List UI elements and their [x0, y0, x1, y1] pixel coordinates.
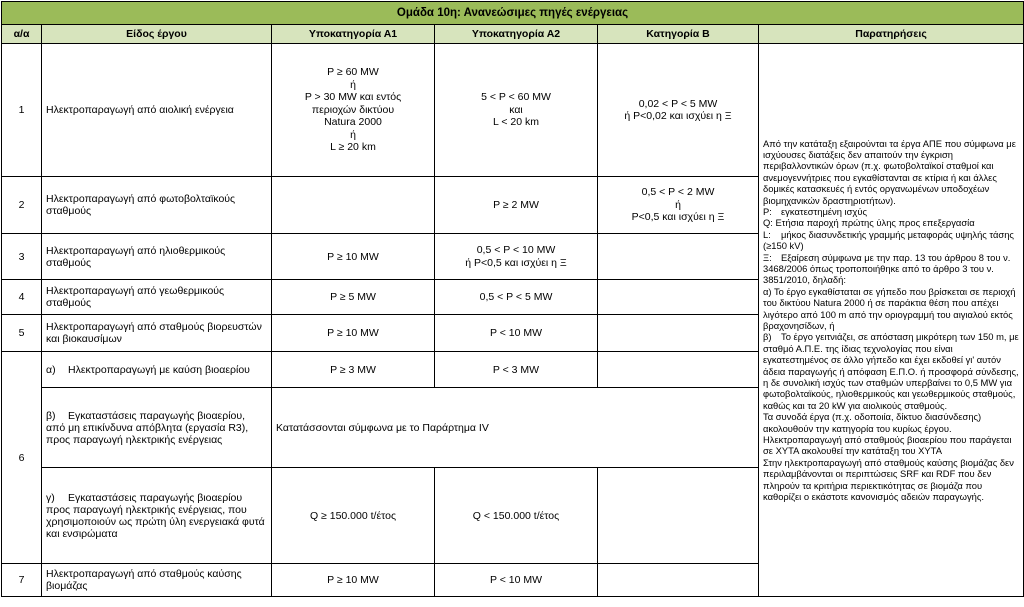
row-number: 1 [2, 44, 42, 177]
merged-classification: Κατατάσσονται σύμφωνα με το Παράρτημα IV [272, 388, 759, 468]
row-type: Ηλεκτροπαραγωγή από σταθμούς βιορευστών και βιοκαυσίμων [42, 315, 272, 352]
value-line: L < 20 km [492, 116, 539, 129]
row-b [598, 352, 759, 388]
row-number: 4 [2, 280, 42, 315]
header-a1: Υποκατηγορία Α1 [272, 25, 435, 44]
row-b [598, 44, 759, 177]
value-line: Natura 2000 [324, 116, 382, 129]
row-number: 7 [2, 564, 42, 597]
value-line: 5 < P < 60 MW [481, 91, 551, 104]
note-x [763, 252, 1019, 286]
note-key: Q: [763, 217, 773, 229]
value-line: ή [675, 198, 681, 211]
row-a1: P ≥ 3 MW [272, 352, 435, 388]
note-def: Ετήσια παροχή πρώτης ύλης προς επεξεργασία [775, 217, 975, 229]
row-a1 [272, 177, 435, 234]
note-p [763, 206, 1019, 217]
notes-cell [759, 44, 1024, 597]
row-a1: P ≥ 10 MW [272, 564, 435, 597]
row-b [598, 564, 759, 597]
row-type [42, 468, 272, 564]
header-b: Κατηγορία Β [598, 25, 759, 44]
row-a2 [435, 44, 598, 177]
row-b [598, 468, 759, 564]
value-line: ή P<0,5 και ισχύει η Ξ [465, 256, 567, 269]
row-type: Ηλεκτροπαραγωγή από αιολική ενέργεια [42, 44, 272, 177]
value-line: ή [350, 128, 356, 141]
value-line: ή [350, 78, 356, 91]
row-a2: 0,5 < P < 5 MW [435, 280, 598, 315]
row-a2: P < 10 MW [435, 564, 598, 597]
note-biomass: Στην ηλεκτροπαραγωγή από σταθμούς καύσης βιομάζας δεν περιλαμβάνονται οι περιπτώσεις SRF και RDF που δεν πληρούν τα κριτήρια περιεκτικότητας σε βιομάζα που καθορίζει ο εκάστοτε κανονισμός αδειών παραγωγής. [763, 456, 1014, 503]
value-line: L ≥ 20 km [330, 141, 376, 154]
note-def: Εξαίρεση σύμφωνα με την παρ. 13 του άρθρου 8 του ν. 3468/2006 όπως τροποποιήθηκε από το άρθρο 3 του ν. 3851/2010, δηλαδή: [763, 251, 1011, 286]
row-b [598, 177, 759, 234]
row-type [42, 352, 272, 388]
sub-type: Εγκαταστάσεις παραγωγής βιοαερίου προς παραγωγή ηλεκτρικής ενέργειας, που χρησιμοποιούν ως πρώτη ύλη ενεργειακά φυτά και ενσιρώματα [46, 491, 265, 540]
sub-letter: α) [46, 363, 56, 376]
note-a: α) Το έργο εγκαθίσταται σε γήπεδο που βρίσκεται σε περιοχή του δικτύου Natura 2000 ή σε παράκτια θέση που απέχει λιγότερο από 100 m από την οριογραμμή του αιγιαλού εκτός βραχονησίδων, ή [763, 285, 1016, 331]
row-b [598, 280, 759, 315]
value-line: περιοχών δικτύου [311, 103, 395, 116]
row-b [598, 315, 759, 352]
row-b [598, 234, 759, 280]
header-a2: Υποκατηγορία Α2 [435, 25, 598, 44]
document-page [1, 1, 1023, 605]
row-type: Ηλεκτροπαραγωγή από φωτοβολταϊκούς σταθμούς [42, 177, 272, 234]
value-line: 0,5 < P < 2 MW [641, 186, 715, 199]
note-l [763, 229, 1019, 252]
row-a2: P < 3 MW [435, 352, 598, 388]
row-number: 3 [2, 234, 42, 280]
value-line: ή P<0,02 και ισχύει η Ξ [624, 110, 732, 122]
sub-type: Εγκαταστάσεις παραγωγής βιοαερίου, από μη επικίνδυνα απόβλητα (εργασία R3), προς παραγωγή ηλεκτρικής ενέργειας [46, 409, 249, 446]
row-a1: P ≥ 5 MW [272, 280, 435, 315]
note-def: Το έργο γειτνιάζει, σε απόσταση μικρότερη των 150 m, με σταθμό Α.Π.Ε. της ίδιας τεχνολογίας που είναι εγκατεστημένος σε άλλο γήπεδο και έχει εκδοθεί γι' αυτόν άδεια παραγωγής ή απόφαση Ε.Π.Ο. ή προσφορά σύνδεσης, η δε συνολική ισχύς των σταθμών υπερβαίνει το 0,5 MW για φωτοβολταϊκούς, ηλιοθερμικούς και γεωθερμικούς σταθμούς, καθώς και τα 20 kW για αιολικούς σταθμούς. [763, 331, 1019, 411]
note-intro: Από την κατάταξη εξαιρούνται τα έργα ΑΠΕ που σύμφωνα με ισχύουσες διατάξεις δεν απαιτούν την έγκριση περιβαλλοντικών όρων (π.χ. φωτοβολταϊκοί σταθμοί και ανεμογεννήτριες που εγκαθίστανται σε κτίρια ή και άλλες δομικές κατασκευές ή εντός οργανωμένων υποδοχέων βιομηχανικών δραστηριοτήτων). [763, 137, 1016, 206]
sub-type: Ηλεκτροπαραγωγή με καύση βιοαερίου [68, 363, 250, 376]
header-num: α/α [2, 25, 42, 44]
row-type [42, 388, 272, 468]
row-type: Ηλεκτροπαραγωγή από ηλιοθερμικούς σταθμούς [42, 234, 272, 280]
value-line: P ≥ 60 MW [327, 66, 379, 79]
row-a2 [435, 234, 598, 280]
value-line: 0,02 < P < 5 MW [638, 97, 718, 110]
note-def: εγκατεστημένη ισχύς [781, 205, 867, 217]
note-b [763, 331, 1019, 411]
row-number: 2 [2, 177, 42, 234]
value-line: P<0,5 και ισχύει η Ξ [631, 211, 725, 224]
note-accompanying: Τα συνοδά έργα (π.χ. οδοποιία, δίκτυο διασύνδεσης) ακολουθούν την κατηγορία του κυρίως έργου. [763, 411, 982, 434]
row-a2: Q < 150.000 t/έτος [435, 468, 598, 564]
row-a1: P ≥ 10 MW [272, 315, 435, 352]
note-xyta: Ηλεκτροπαραγωγή από σταθμούς βιοαερίου που παράγεται σε ΧΥΤΑ ακολουθεί την κατάταξη του ΧΥΤΑ [763, 434, 1012, 457]
row-a2: P < 10 MW [435, 315, 598, 352]
note-key: Ξ: [763, 251, 772, 263]
row-type: Ηλεκτροπαραγωγή από σταθμούς καύσης βιομάζας [42, 564, 272, 597]
note-key: P: [763, 205, 772, 217]
value-line: και [509, 103, 523, 116]
row-number: 5 [2, 315, 42, 352]
value-line: P > 30 MW και εντός [304, 91, 402, 104]
row-a1 [272, 44, 435, 177]
value-line: 0,5 < P < 10 MW [476, 244, 556, 256]
row-a2: P ≥ 2 MW [435, 177, 598, 234]
row-a1: Q ≥ 150.000 t/έτος [272, 468, 435, 564]
note-key: L: [763, 228, 771, 240]
note-key: β) [763, 331, 772, 343]
note-def: μήκος διασυνδετικής γραμμής μεταφοράς υψηλής τάσης (≥150 kV) [763, 228, 1014, 252]
row-a1: P ≥ 10 MW [272, 234, 435, 280]
sub-letter: γ) [46, 491, 55, 504]
header-type: Είδος έργου [42, 25, 272, 44]
sub-letter: β) [46, 409, 56, 422]
note-q [763, 217, 1019, 228]
table-title: Ομάδα 10η: Ανανεώσιμες πηγές ενέργειας [2, 2, 1024, 25]
row-type: Ηλεκτροπαραγωγή από γεωθερμικούς σταθμούς [42, 280, 272, 315]
renewable-energy-table [1, 1, 1024, 597]
table-row [2, 44, 1024, 177]
row-number: 6 [2, 352, 42, 564]
header-notes: Παρατηρήσεις [759, 25, 1024, 44]
